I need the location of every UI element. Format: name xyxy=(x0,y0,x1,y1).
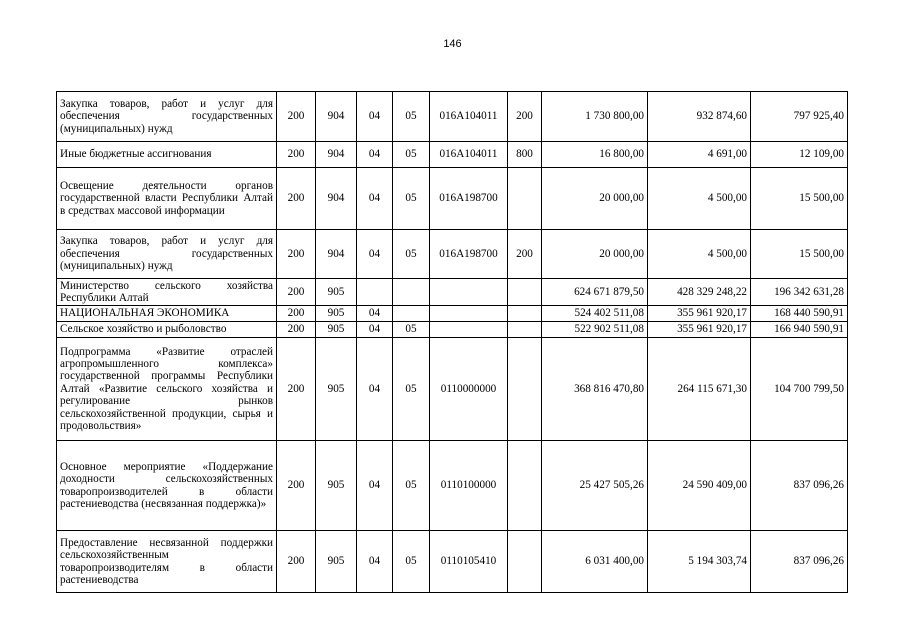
admin-code-cell: 200 xyxy=(277,279,316,306)
expense-type-cell: 200 xyxy=(508,92,542,142)
amount-planned-cell: 1 730 800,00 xyxy=(542,92,648,142)
table-row xyxy=(57,322,848,338)
table-row xyxy=(57,230,848,279)
amount-executed-cell: 4 500,00 xyxy=(648,230,751,279)
section-code-cell: 04 xyxy=(357,338,393,441)
amount-executed-cell: 355 961 920,17 xyxy=(648,306,751,322)
amount-remaining-cell: 12 109,00 xyxy=(751,142,848,168)
amount-remaining-cell: 837 096,26 xyxy=(751,441,848,531)
row-name-cell: Закупка товаров, работ и услуг для обеспечения государственных (муниципальных) нужд xyxy=(57,230,277,279)
target-article-cell: 016A104011 xyxy=(430,92,508,142)
section-code-cell: 04 xyxy=(357,92,393,142)
ministry-code-cell: 905 xyxy=(316,441,357,531)
target-article-cell xyxy=(430,279,508,306)
admin-code-cell: 200 xyxy=(277,531,316,593)
budget-table xyxy=(56,91,848,593)
amount-remaining-cell: 837 096,26 xyxy=(751,531,848,593)
amount-executed-cell: 24 590 409,00 xyxy=(648,441,751,531)
amount-planned-cell: 522 902 511,08 xyxy=(542,322,648,338)
amount-planned-cell: 6 031 400,00 xyxy=(542,531,648,593)
amount-planned-cell: 25 427 505,26 xyxy=(542,441,648,531)
target-article-cell xyxy=(430,322,508,338)
ministry-code-cell: 904 xyxy=(316,142,357,168)
ministry-code-cell: 905 xyxy=(316,279,357,306)
expense-type-cell: 200 xyxy=(508,230,542,279)
amount-remaining-cell: 166 940 590,91 xyxy=(751,322,848,338)
table-row xyxy=(57,92,848,142)
target-article-cell: 016A198700 xyxy=(430,230,508,279)
admin-code-cell: 200 xyxy=(277,168,316,230)
amount-executed-cell: 932 874,60 xyxy=(648,92,751,142)
expense-type-cell xyxy=(508,306,542,322)
section-code-cell: 04 xyxy=(357,168,393,230)
row-name-cell: Предоставление несвязанной поддержки сельскохозяйственным товаропроизводителям в области растениеводства xyxy=(57,531,277,593)
target-article-cell xyxy=(430,306,508,322)
amount-executed-cell: 428 329 248,22 xyxy=(648,279,751,306)
section-code-cell: 04 xyxy=(357,531,393,593)
target-article-cell: 0110105410 xyxy=(430,531,508,593)
section-code-cell xyxy=(357,279,393,306)
ministry-code-cell: 905 xyxy=(316,306,357,322)
subsection-code-cell: 05 xyxy=(393,168,430,230)
amount-remaining-cell: 797 925,40 xyxy=(751,92,848,142)
row-name-cell: Закупка товаров, работ и услуг для обеспечения государственных (муниципальных) нужд xyxy=(57,92,277,142)
amount-planned-cell: 368 816 470,80 xyxy=(542,338,648,441)
amount-planned-cell: 624 671 879,50 xyxy=(542,279,648,306)
target-article-cell: 0110100000 xyxy=(430,441,508,531)
target-article-cell: 016A104011 xyxy=(430,142,508,168)
ministry-code-cell: 904 xyxy=(316,168,357,230)
admin-code-cell: 200 xyxy=(277,230,316,279)
row-name-cell: Основное мероприятие «Поддержание доходности сельскохозяйственных товаропроизводителей в области растениеводства (несвязанная поддержка)» xyxy=(57,441,277,531)
expense-type-cell xyxy=(508,322,542,338)
admin-code-cell: 200 xyxy=(277,92,316,142)
amount-planned-cell: 16 800,00 xyxy=(542,142,648,168)
section-code-cell: 04 xyxy=(357,322,393,338)
row-name-cell: Освещение деятельности органов государственной власти Республики Алтай в средствах массовой информации xyxy=(57,168,277,230)
section-code-cell: 04 xyxy=(357,441,393,531)
row-name-cell: Подпрограмма «Развитие отраслей агропромышленного комплекса» государственной программы Республики Алтай «Развитие сельского хозяйства и регулирование рынков сельскохозяйственной продукции, сырья и продовольствия» xyxy=(57,338,277,441)
subsection-code-cell xyxy=(393,279,430,306)
amount-executed-cell: 264 115 671,30 xyxy=(648,338,751,441)
section-code-cell: 04 xyxy=(357,230,393,279)
amount-remaining-cell: 15 500,00 xyxy=(751,168,848,230)
row-name-cell: Министерство сельского хозяйства Республики Алтай xyxy=(57,279,277,306)
subsection-code-cell: 05 xyxy=(393,92,430,142)
table-row xyxy=(57,306,848,322)
expense-type-cell xyxy=(508,531,542,593)
section-code-cell: 04 xyxy=(357,306,393,322)
ministry-code-cell: 905 xyxy=(316,531,357,593)
target-article-cell: 0110000000 xyxy=(430,338,508,441)
section-code-cell: 04 xyxy=(357,142,393,168)
expense-type-cell xyxy=(508,441,542,531)
row-name-cell: Иные бюджетные ассигнования xyxy=(57,142,277,168)
amount-planned-cell: 20 000,00 xyxy=(542,230,648,279)
table-row xyxy=(57,338,848,441)
amount-executed-cell: 4 500,00 xyxy=(648,168,751,230)
ministry-code-cell: 904 xyxy=(316,92,357,142)
amount-planned-cell: 524 402 511,08 xyxy=(542,306,648,322)
expense-type-cell xyxy=(508,279,542,306)
admin-code-cell: 200 xyxy=(277,306,316,322)
table-row xyxy=(57,441,848,531)
table-row xyxy=(57,531,848,593)
row-name-cell: Сельское хозяйство и рыболовство xyxy=(57,322,277,338)
subsection-code-cell: 05 xyxy=(393,338,430,441)
table-row xyxy=(57,279,848,306)
amount-executed-cell: 4 691,00 xyxy=(648,142,751,168)
admin-code-cell: 200 xyxy=(277,322,316,338)
amount-planned-cell: 20 000,00 xyxy=(542,168,648,230)
amount-remaining-cell: 168 440 590,91 xyxy=(751,306,848,322)
subsection-code-cell: 05 xyxy=(393,531,430,593)
admin-code-cell: 200 xyxy=(277,338,316,441)
target-article-cell: 016A198700 xyxy=(430,168,508,230)
table-row xyxy=(57,168,848,230)
expense-type-cell: 800 xyxy=(508,142,542,168)
subsection-code-cell xyxy=(393,306,430,322)
table-row xyxy=(57,142,848,168)
subsection-code-cell: 05 xyxy=(393,142,430,168)
amount-remaining-cell: 15 500,00 xyxy=(751,230,848,279)
ministry-code-cell: 904 xyxy=(316,230,357,279)
amount-remaining-cell: 104 700 799,50 xyxy=(751,338,848,441)
subsection-code-cell: 05 xyxy=(393,230,430,279)
page-number: 146 xyxy=(443,38,462,50)
expense-type-cell xyxy=(508,338,542,441)
admin-code-cell: 200 xyxy=(277,142,316,168)
amount-executed-cell: 355 961 920,17 xyxy=(648,322,751,338)
ministry-code-cell: 905 xyxy=(316,338,357,441)
ministry-code-cell: 905 xyxy=(316,322,357,338)
subsection-code-cell: 05 xyxy=(393,322,430,338)
subsection-code-cell: 05 xyxy=(393,441,430,531)
amount-executed-cell: 5 194 303,74 xyxy=(648,531,751,593)
amount-remaining-cell: 196 342 631,28 xyxy=(751,279,848,306)
expense-type-cell xyxy=(508,168,542,230)
admin-code-cell: 200 xyxy=(277,441,316,531)
row-name-cell: НАЦИОНАЛЬНАЯ ЭКОНОМИКА xyxy=(57,306,277,322)
